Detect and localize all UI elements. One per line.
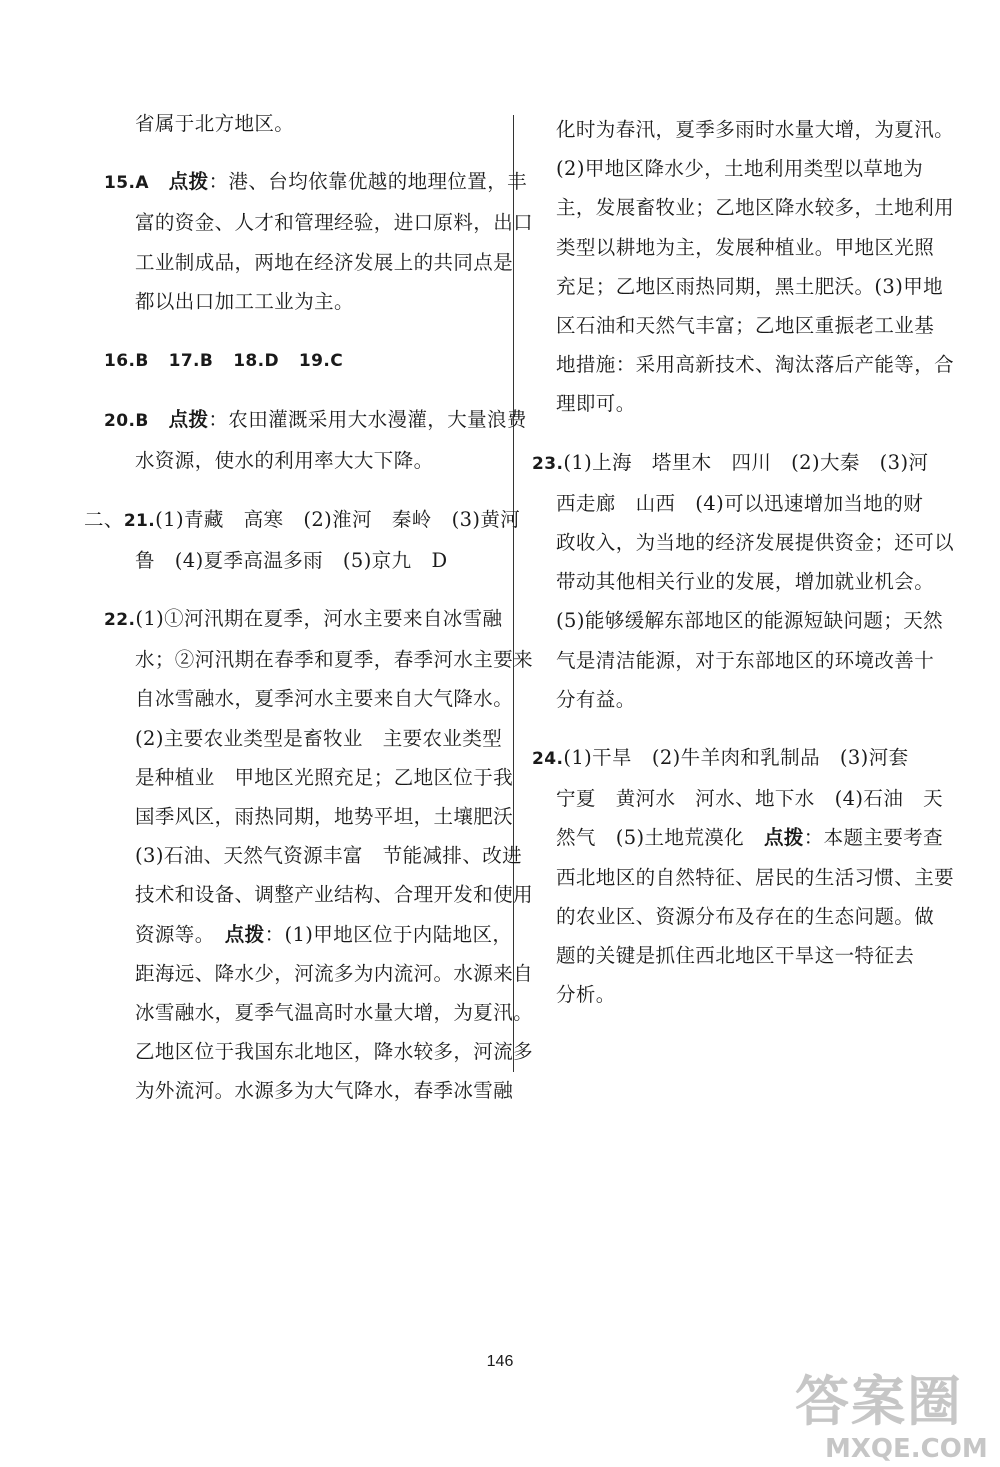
text-segment: ：本题主要考查 <box>803 826 944 850</box>
text-line: 的农业区、资源分布及存在的生态问题。做 <box>556 904 935 928</box>
text-segment: ：(1)甲地区位于内陆地区， <box>264 922 513 946</box>
text-line: 水资源，使水的利用率大大下降。 <box>135 449 434 473</box>
text-line: (2)主要农业类型是畜牧业 主要农业类型 <box>135 726 503 750</box>
text-line: 带动其他相关行业的发展，增加就业机会。 <box>556 570 935 594</box>
text-line <box>104 162 527 203</box>
left-column <box>84 104 534 1130</box>
question-number: 18.D <box>233 351 280 372</box>
text-line: 工业制成品，两地在经济发展上的共同点是 <box>135 250 514 274</box>
text-segment: (1)上海 塔里木 四川 (2)大秦 (3)河 <box>563 450 929 474</box>
text-line: 乙地区位于我国东北地区，降水较多，河流多 <box>135 1040 534 1064</box>
text-line: 题的关键是抓住西北地区干旱这一特征去 <box>556 944 915 968</box>
text-line: 宁夏 黄河水 河水、地下水 (4)石油 天 <box>556 787 944 811</box>
tip-label: 点拨 <box>168 170 209 194</box>
text-line <box>104 915 513 954</box>
text-line: 分有益。 <box>556 687 636 711</box>
text-segment: 资源等。 <box>135 922 205 946</box>
text-line: 主，发展畜牧业；乙地区降水较多，土地利用 <box>556 196 955 220</box>
question-number: 24. <box>532 749 564 770</box>
watermark-url: MXQE.COM <box>825 1434 988 1464</box>
text-segment: (1)干旱 (2)牛羊肉和乳制品 (3)河套 <box>563 746 909 770</box>
text-line: 自冰雪融水，夏季河水主要来自大气降水。 <box>135 687 514 711</box>
text-line: 冰雪融水，夏季气温高时水量大增，为夏汛。 <box>135 1001 534 1025</box>
text-line: (2)甲地区降水少，土地利用类型以草地为 <box>556 157 924 181</box>
text-line: 为外流河。水源多为大气降水，春季冰雪融 <box>135 1079 514 1103</box>
question-number: 17.B <box>168 351 214 372</box>
text-line: 理即可。 <box>556 392 636 416</box>
text-line <box>104 340 508 381</box>
text-line: (5)能够缓解东部地区的能源短缺问题；天然 <box>556 609 944 633</box>
text-line <box>84 500 521 541</box>
text-segment: (1)①河汛期在夏季，河水主要来自冰雪融 <box>135 607 503 631</box>
text-line: 西走廊 山西 (4)可以迅速增加当地的财 <box>556 491 924 515</box>
text-line <box>556 818 944 857</box>
text-line: 气是清洁能源，对于东部地区的环境改善十 <box>556 648 935 672</box>
text-line: (3)石油、天然气资源丰富 节能减排、改进 <box>135 844 523 868</box>
text-segment: ：港、台均依靠优越的地理位置，丰 <box>208 170 527 194</box>
text-line: 技术和设备、调整产业结构、合理开发和使用 <box>135 883 534 907</box>
text-line: 国季风区，雨热同期，地势平坦，土壤肥沃 <box>135 805 514 829</box>
question-number: 19.C <box>298 351 344 372</box>
text-line: 水；②河汛期在春季和夏季，春季河水主要来 <box>135 648 534 672</box>
text-line: 距海远、降水少，河流多为内流河。水源来自 <box>135 961 534 985</box>
page-number: 146 <box>486 1353 514 1370</box>
text-line: 化时为春汛，夏季多雨时水量大增，为夏汛。 <box>556 118 955 141</box>
text-line: 地措施：采用高新技术、淘汰落后产能等，合 <box>556 353 955 377</box>
divider-line <box>513 115 514 1072</box>
text-line <box>532 738 936 779</box>
question-number: 22. <box>104 610 136 631</box>
text-line: 区石油和天然气丰富；乙地区重振老工业基 <box>556 314 935 338</box>
question-number: 23. <box>532 453 564 474</box>
text-line: 西北地区的自然特征、居民的生活习惯、主要 <box>556 865 955 889</box>
tip-label: 点拨 <box>168 408 209 432</box>
text-line: 富的资金、人才和管理经验，进口原料，出口 <box>135 211 534 235</box>
question-number: 21. <box>123 510 156 531</box>
text-line: 是种植业 甲地区光照充足；乙地区位于我 <box>135 765 514 789</box>
text-segment: ：农田灌溉采用大水漫灌，大量浪费 <box>208 408 527 432</box>
watermark-logo <box>795 1372 995 1462</box>
text-line <box>104 400 527 441</box>
tip-label: 点拨 <box>224 922 265 946</box>
text-line: 鲁 (4)夏季高温多雨 (5)京九 D <box>135 548 448 572</box>
text-line: 类型以耕地为主，发展种植业。甲地区光照 <box>556 235 935 259</box>
watermark-title: 答案圈 <box>795 1370 963 1433</box>
tip-label: 点拨 <box>763 826 804 850</box>
text-line: 分析。 <box>556 983 616 1007</box>
question-number: 15.A <box>104 173 149 194</box>
section-number: 二、 <box>84 507 124 531</box>
right-column <box>532 110 955 1033</box>
text-line <box>104 599 508 640</box>
question-number: 16.B <box>104 351 149 372</box>
text-line: 政收入，为当地的经济发展提供资金；还可以 <box>556 531 955 555</box>
text-line: 都以出口加工工业为主。 <box>135 289 354 313</box>
text-segment: (1)青藏 高寒 (2)淮河 秦岭 (3)黄河 <box>155 507 521 531</box>
text-line <box>532 443 936 484</box>
text-segment: 然气 (5)土地荒漠化 <box>556 826 764 850</box>
text-line: 充足；乙地区雨热同期，黑土肥沃。(3)甲地 <box>556 274 944 298</box>
text-line: 省属于北方地区。 <box>135 112 295 135</box>
question-number: 20.B <box>104 411 149 432</box>
